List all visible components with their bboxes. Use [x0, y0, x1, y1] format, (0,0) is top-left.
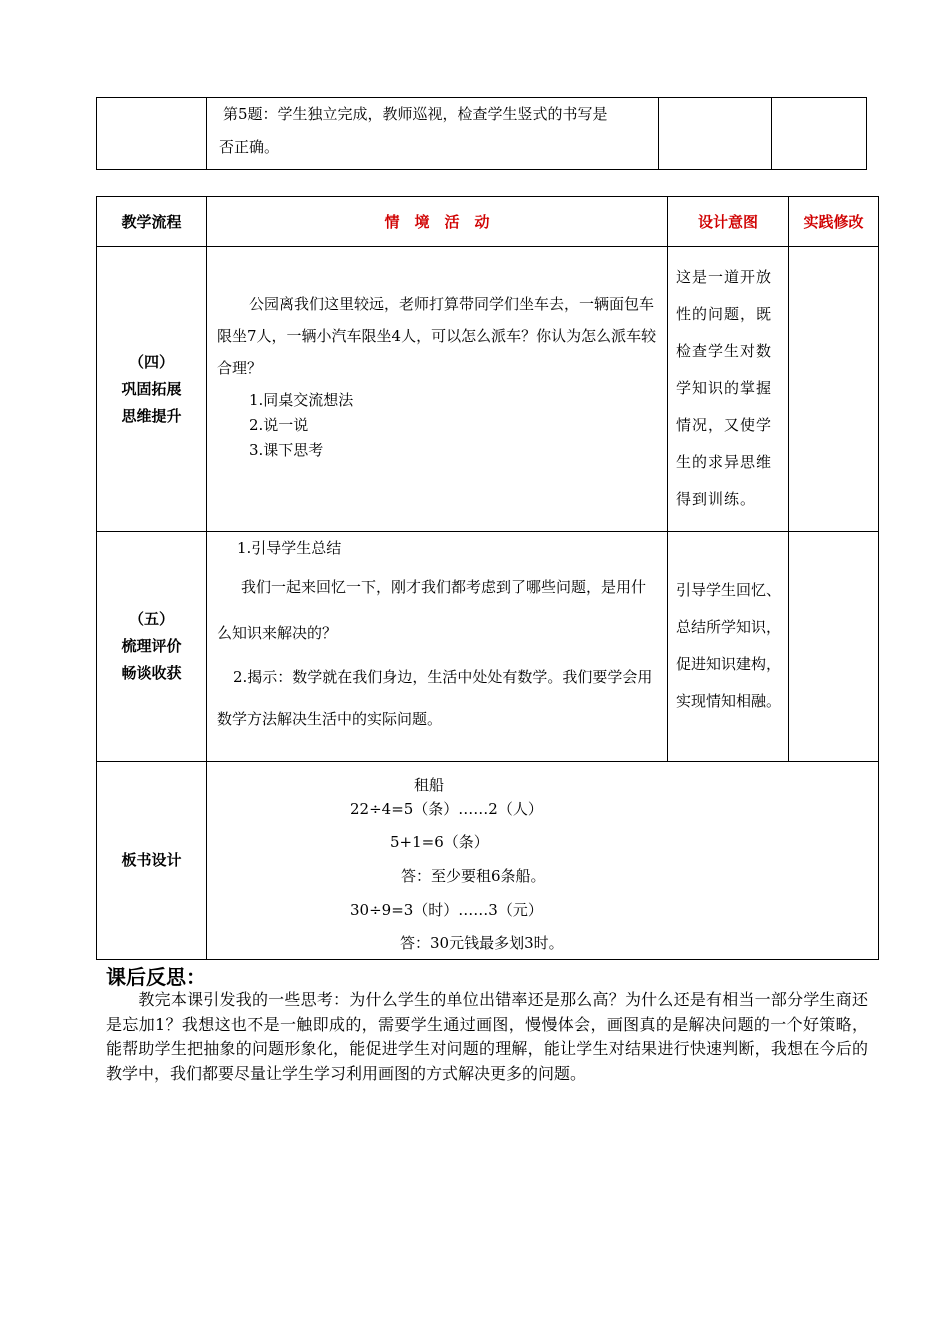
activity-five-paragraph: 我们一起来回忆一下，刚才我们都考虑到了哪些问题，是用什么知识来解决的？ [217, 578, 647, 642]
stage-four [97, 247, 207, 532]
revision-five [789, 532, 879, 762]
top-table-content-cell [207, 98, 659, 170]
stage-five [97, 532, 207, 762]
stage-four-line2: 思维提升 [121, 406, 182, 425]
board-cell [207, 762, 879, 960]
reflection-body: 教完本课引发我的一些思考：为什么学生的单位出错率还是那么高？为什么还是有相当一部分学生商还是忘加1？我想这也不是一触即成的，需要学生通过画图，慢慢体会，画图真的是解决问题的一个好策略，能帮助学生把抽象的问题形象化，能促进学生对问题的理解，能让学生对结果进行快速判断，我想在今后的教学中，我们都要尽量让学生学习利用画图的方式解决更多的问题。 [106, 990, 868, 1083]
header-process: 教学流程 [97, 197, 207, 247]
header-revision: 实践修改 [789, 197, 879, 247]
board-line-5: 答：30元钱最多划3时。 [400, 934, 564, 952]
stage-board-label: 板书设计 [121, 851, 182, 869]
activity-four-item-2: 2.说一说 [249, 416, 309, 434]
top-table-line-1: 第5题：学生独立完成，教师巡视，检查学生竖式的书写是 [223, 105, 608, 123]
top-table-empty-cell [659, 98, 772, 170]
intent-five: 引导学生回忆、总结所学知识，促进知识建构，实现情知相融。 [668, 532, 789, 762]
activity-five-item-2: 2.揭示：数学就在我们身边，生活中处处有数学。我们要学会用数学方法解决生活中的实际问题。 [217, 668, 653, 728]
revision-four [789, 247, 879, 532]
intent-four: 这是一道开放性的问题，既检查学生对数学知识的掌握情况，又使学生的求异思维得到训练。 [668, 247, 789, 532]
board-line-1: 22÷4=5（条）……2（人） [350, 800, 543, 818]
board-line-3: 答：至少要租6条船。 [401, 867, 546, 885]
reflection-title: 课后反思： [106, 965, 206, 989]
stage-four-line1: 巩固拓展 [121, 379, 182, 398]
stage-five-number: （五） [128, 610, 174, 628]
header-activity: 情 境 活 动 [207, 197, 668, 247]
activity-four [207, 247, 668, 532]
activity-four-item-1: 1.同桌交流想法 [249, 391, 354, 409]
board-line-4: 30÷9=3（时）……3（元） [350, 901, 543, 919]
top-table-empty-cell [97, 98, 207, 170]
activity-four-paragraph: 公园离我们这里较远，老师打算带同学们坐车去，一辆面包车限坐7人，一辆小汽车限坐4人，可以怎么派车？你认为怎么派车较合理？ [217, 295, 657, 377]
activity-five [207, 532, 668, 762]
main-table [96, 196, 879, 960]
header-intent: 设计意图 [668, 197, 789, 247]
top-table-line-2: 否正确。 [219, 138, 280, 156]
stage-five-line1: 梳理评价 [121, 637, 182, 655]
stage-five-line2: 畅谈收获 [121, 664, 182, 682]
board-title: 租船 [414, 776, 445, 794]
top-table-empty-cell [772, 98, 867, 170]
stage-four-number: （四） [128, 352, 174, 371]
board-line-2: 5+1=6（条） [390, 833, 489, 851]
activity-four-item-3: 3.课下思考 [249, 441, 324, 459]
activity-five-item-1: 1.引导学生总结 [237, 539, 342, 557]
top-table [96, 97, 867, 170]
stage-board [97, 762, 207, 960]
